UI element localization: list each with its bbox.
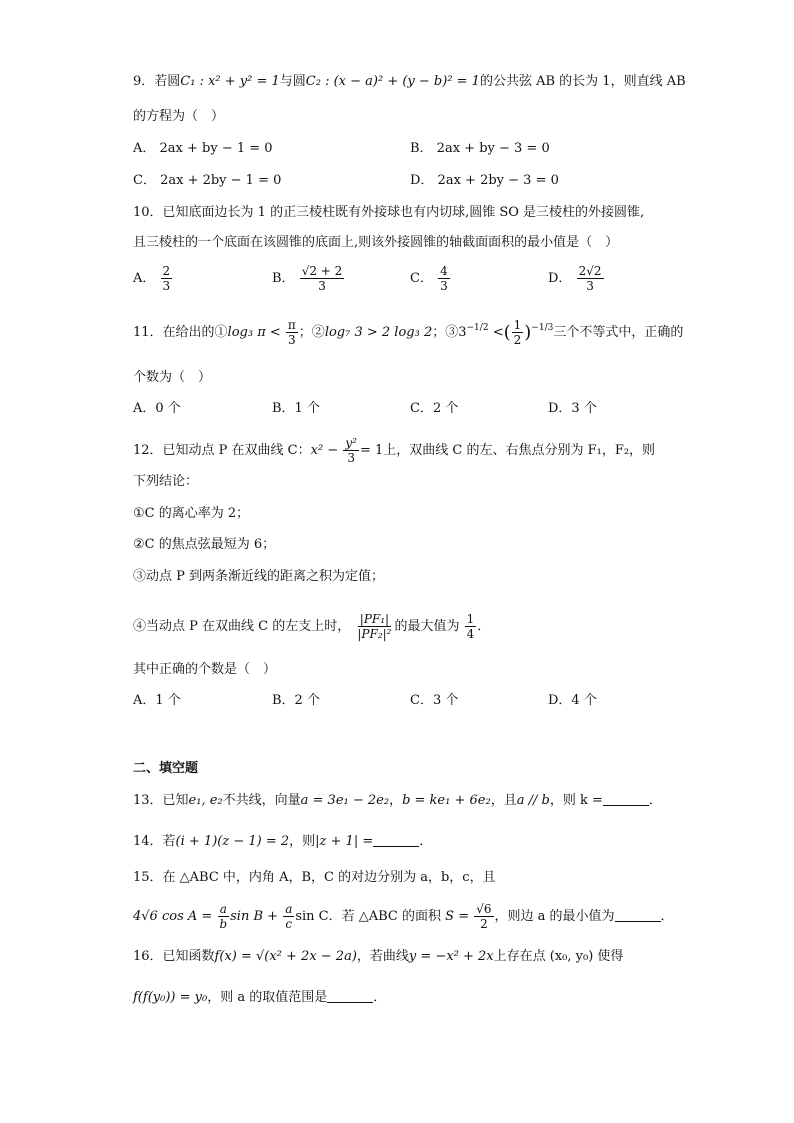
q10-option-c bbox=[410, 264, 451, 293]
q10-label-c: C． bbox=[410, 271, 433, 286]
q10-c-num: 4 bbox=[440, 264, 448, 278]
q14-abs: |z + 1| = bbox=[315, 834, 374, 849]
q16-composition: f(f(y₀)) = y₀ bbox=[133, 990, 208, 1005]
q10-option-b bbox=[272, 264, 345, 293]
q11-option-b: B．1 个 bbox=[272, 401, 320, 416]
q9-option-c: C． 2ax + 2by − 1 = 0 bbox=[133, 173, 282, 188]
q12-line7: 其中正确的个数是（ ） bbox=[133, 662, 277, 677]
q15-coef: 4√6 cos A = bbox=[133, 909, 213, 924]
q11-ineq1: log₃ π < bbox=[227, 325, 281, 340]
section-heading-fill-in: 二、填空题 bbox=[133, 761, 199, 776]
q11-half bbox=[512, 318, 524, 347]
q15-line1: 15．在 △ABC 中，内角 A，B，C 的对边分别为 a，b，c，且 bbox=[133, 870, 496, 885]
q15-f2-den: c bbox=[285, 917, 293, 931]
q13-parallel: a // b bbox=[516, 793, 550, 808]
q10-c-fraction bbox=[438, 264, 450, 293]
q12-s4-mid: 的最大值为 bbox=[394, 619, 460, 634]
q15-answer-blank[interactable] bbox=[615, 909, 661, 922]
q13-vector-b: b = ke₁ + 6e₂ bbox=[402, 793, 491, 808]
q10-b-num: √2 + 2 bbox=[301, 264, 343, 278]
q11-exp1: −1/2 bbox=[466, 323, 489, 333]
q10-a-den: 3 bbox=[162, 279, 171, 293]
q16-curve: y = −x² + 2x bbox=[408, 949, 494, 964]
q13-end: ，则 k = bbox=[549, 793, 603, 808]
q15-line2 bbox=[133, 902, 694, 931]
q13-pre: 13．已知 bbox=[133, 793, 189, 808]
q10-option-d bbox=[548, 264, 605, 293]
q14-mid: ，则 bbox=[289, 834, 316, 849]
q13-stop: ． bbox=[648, 793, 662, 808]
q11-option-c: C．2 个 bbox=[410, 401, 459, 416]
q11-half-num: 1 bbox=[513, 318, 522, 332]
q9-line1 bbox=[133, 72, 694, 92]
q15-f1-den: b bbox=[219, 917, 228, 931]
q16-line1 bbox=[133, 947, 694, 967]
q12-tail: 上，双曲线 C 的左、右焦点分别为 F₁，F₂，则 bbox=[383, 443, 656, 458]
q10-a-fraction bbox=[161, 264, 173, 293]
q9-tail: 的公共弦 AB 的长为 1，则直线 AB bbox=[479, 74, 686, 89]
q9-line2: 的方程为（ ） bbox=[133, 109, 225, 124]
q10-line2: 且三棱柱的一个底面在该圆锥的底面上,则该外接圆锥的轴截面面积的最小值是（ ） bbox=[133, 235, 619, 250]
q10-c-den: 3 bbox=[440, 279, 448, 293]
q12-option-b: B．2 个 bbox=[272, 693, 320, 708]
q12-statement-4 bbox=[133, 612, 694, 641]
q9-option-a: A． 2ax + by − 1 = 0 bbox=[133, 141, 273, 156]
q10-b-den: 3 bbox=[318, 279, 326, 293]
q12-s4-pre: ④当动点 P 在双曲线 C 的左支上时， bbox=[133, 619, 351, 634]
q14-expr: (i + 1)(z − 1) = 2 bbox=[175, 834, 290, 849]
q12-statement-3: ③动点 P 到两条渐近线的距离之积为定值； bbox=[133, 569, 385, 584]
q11-lt: < bbox=[492, 325, 504, 340]
q12-eq: = 1 bbox=[359, 443, 384, 458]
q15-frac2 bbox=[283, 902, 294, 931]
q9-number: 9．若圆 bbox=[133, 74, 181, 89]
q15-sinB: sin B + bbox=[230, 909, 279, 924]
q10-option-a bbox=[133, 264, 173, 293]
q15-area-den: 2 bbox=[480, 917, 488, 931]
q12-option-d: D．4 个 bbox=[548, 693, 597, 708]
q12-s4-vden: 4 bbox=[466, 627, 475, 641]
q10-d-den: 3 bbox=[586, 279, 594, 293]
q11-base3: 3 bbox=[458, 325, 467, 340]
q10-d-fraction bbox=[577, 264, 604, 293]
q11-pi-over-3 bbox=[286, 318, 298, 347]
q16-pre: 16．已知函数 bbox=[133, 949, 215, 964]
q16-mid: ，若曲线 bbox=[356, 949, 409, 964]
q16-answer-blank[interactable] bbox=[327, 990, 373, 1003]
q9-option-d: D． 2ax + 2by − 3 = 0 bbox=[410, 173, 559, 188]
q11-tail: 三个不等式中，正确的 bbox=[553, 325, 684, 340]
q13-mid1: 不共线，向量 bbox=[222, 793, 301, 808]
q15-sinC: sin C．若 △ABC 的面积 bbox=[295, 909, 442, 924]
q14-pre: 14．若 bbox=[133, 834, 176, 849]
q11-three: 3 bbox=[288, 333, 296, 347]
q14-answer-blank[interactable] bbox=[373, 834, 419, 847]
q11-half-den: 2 bbox=[513, 333, 522, 347]
q9-mid: 与圆 bbox=[279, 74, 306, 89]
q11-pi: π bbox=[287, 318, 296, 332]
q12-y2: y² bbox=[345, 436, 357, 450]
q12-x2: x² − bbox=[310, 443, 339, 458]
q12-three: 3 bbox=[347, 451, 355, 465]
q16-line2 bbox=[133, 988, 694, 1008]
q15-area-num: √6 bbox=[476, 902, 492, 916]
q13-mid2: ，且 bbox=[490, 793, 517, 808]
q12-line2: 下列结论： bbox=[133, 474, 199, 489]
q13-vector-a: a = 3e₁ − 2e₂ bbox=[300, 793, 390, 808]
q11-line1: 11．在给出的①log₃ π < $\frac{\pi}{3}$ ；②log₇ 3 > 2 log₃ 2；$③3^{-1/2}$ <( $\frac{1}{2}$ )$^{-1/3}$三个不等式中，正确的 bbox=[133, 318, 684, 347]
q10-label-d: D． bbox=[548, 271, 572, 286]
q11-line2: 个数为（ ） bbox=[133, 370, 212, 385]
q15-f1-num: a bbox=[219, 902, 227, 916]
q16-function: f(x) = √(x² + 2x − 2a) bbox=[214, 949, 357, 964]
q15-tail: ，则边 a 的最小值为 bbox=[494, 909, 615, 924]
q13-answer-blank[interactable] bbox=[603, 793, 649, 806]
q9-option-b: B． 2ax + by − 3 = 0 bbox=[410, 141, 550, 156]
q11-exp2: −1/3 bbox=[531, 323, 554, 333]
q13-sep: ， bbox=[389, 793, 403, 808]
q13-vectors: e₁, e₂ bbox=[188, 793, 223, 808]
q12-statement-1: ①C 的离心率为 2； bbox=[133, 506, 250, 521]
q11-pre: 11．在给出的① bbox=[133, 325, 228, 340]
q16-stop: ． bbox=[373, 990, 387, 1005]
q12-s4-num: |PF₁| bbox=[359, 612, 390, 626]
q9-circle1: C₁ : x² + y² = 1 bbox=[180, 74, 280, 89]
q10-line1: 10．已知底面边长为 1 的正三棱柱既有外接球也有内切球,圆锥 SO 是三棱柱的外接圆锥, bbox=[133, 205, 645, 220]
q15-S: S = bbox=[445, 909, 470, 924]
q12-s4-den: |PF₂|² bbox=[357, 627, 392, 641]
q12-option-a: A．1 个 bbox=[133, 693, 181, 708]
q11-sep1: ；② bbox=[298, 325, 325, 340]
q12-s4-value bbox=[465, 612, 477, 641]
q10-label-b: B． bbox=[272, 271, 295, 286]
q12-y2-over-3 bbox=[343, 436, 359, 465]
q15-area bbox=[474, 902, 493, 931]
q12-statement-2: ②C 的焦点弦最短为 6； bbox=[133, 537, 276, 552]
q12-s4-end: ． bbox=[477, 619, 491, 634]
q16-tail: 上存在点 (x₀, y₀) 使得 bbox=[493, 949, 624, 964]
q11-ineq2: log₇ 3 > 2 log₃ 2 bbox=[324, 325, 433, 340]
q12-option-c: C．3 个 bbox=[410, 693, 459, 708]
q13-line bbox=[133, 791, 694, 811]
q12-line1 bbox=[133, 436, 694, 465]
q9-circle2: C₂ : (x − a)² + (y − b)² = 1 bbox=[305, 74, 480, 89]
q11-sep2: ；③ bbox=[432, 325, 459, 340]
q15-f2-num: a bbox=[285, 902, 293, 916]
q10-label-a: A． bbox=[133, 271, 156, 286]
q15-stop: ． bbox=[660, 909, 674, 924]
q11-option-d: D．3 个 bbox=[548, 401, 597, 416]
q10-b-fraction bbox=[300, 264, 345, 293]
q16-line2b: ，则 a 的取值范围是 bbox=[207, 990, 328, 1005]
q12-s4-vnum: 1 bbox=[466, 612, 475, 626]
q14-stop: ． bbox=[419, 834, 433, 849]
q12-s4-ratio bbox=[355, 612, 393, 641]
q10-a-num: 2 bbox=[162, 264, 171, 278]
q12-pre: 12．已知动点 P 在双曲线 C： bbox=[133, 443, 311, 458]
q11-option-a: A．0 个 bbox=[133, 401, 181, 416]
q14-line bbox=[133, 832, 694, 852]
q15-frac1 bbox=[217, 902, 229, 931]
q10-d-num: 2√2 bbox=[578, 264, 602, 278]
